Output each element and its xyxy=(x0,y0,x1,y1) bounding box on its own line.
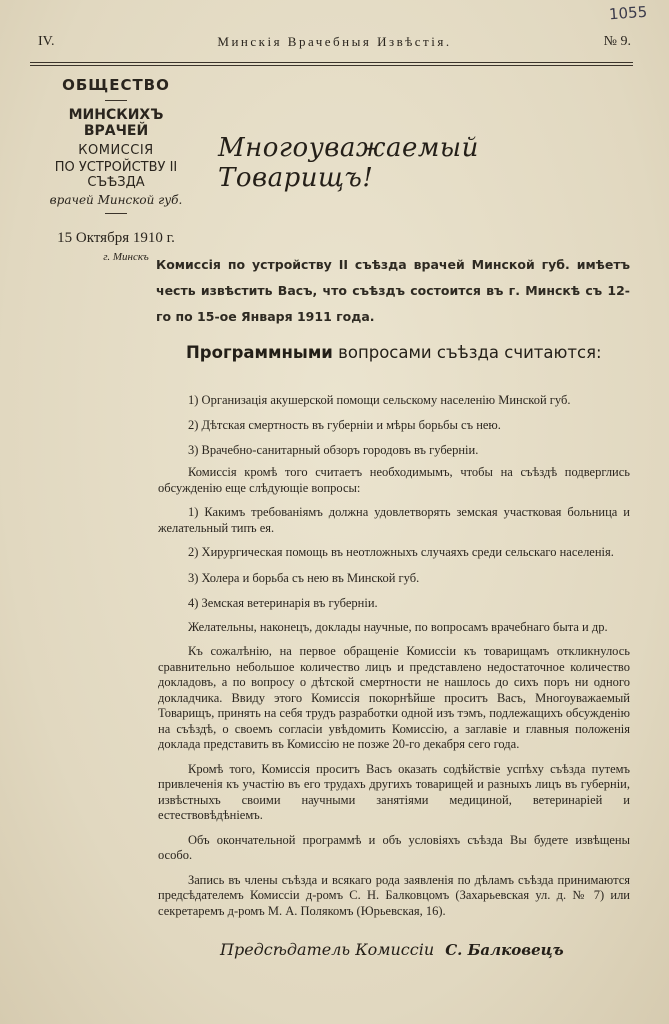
letterhead-date: 15 Октября 1910 г. xyxy=(57,230,175,246)
letter-body xyxy=(158,392,630,919)
letterhead-place: г. Минскъ xyxy=(103,251,149,263)
body-paragraph: Къ сожалѣнію, на первое обращеніе Комиссіи къ товарищамъ откликнулось сравнительно небольшое количество лицъ и представлено недостаточное количество докладовъ, а по вопросу о дѣтской смертности не нашлось до сихъ поръ ни одного докладчика. Ввиду этого Комиссія покорнѣйше проситъ Васъ, Многоуважаемый Товарищъ, принять на себя трудъ разработки одной изъ тэмъ, подлежащихъ обсужденію на съѣздѣ, о своемъ согласіи увѣдомить Комиссію, а заглавіе и главныя положенія доклада представить въ Комиссію не позже 20-го декабря сего года. xyxy=(158,644,630,751)
letterhead-divider-2 xyxy=(105,213,127,214)
additional-item: 3) Холера и борьба съ нею въ Минской губ. xyxy=(188,570,420,585)
header-rule-top xyxy=(30,62,633,63)
letterhead-commission: КОМИССІЯ xyxy=(78,143,154,158)
letterhead-divider xyxy=(105,100,127,101)
greeting-salutation: Многоуважаемый Товарищъ! xyxy=(218,133,479,193)
body-paragraph: Кромѣ того, Комиссія проситъ Васъ оказать содѣйствіе успѣху съѣзда путемъ привлеченія къ участію въ его трудахъ другихъ товарищей и разныхъ лицъ въ губерніи, извѣстныхъ своими научными занятіями медициной, ветеринаріей и естествовѣдѣніемъ. xyxy=(158,761,630,822)
additional-item: 4) Земская ветеринарія въ губерніи. xyxy=(188,595,378,610)
journal-title: Минскія Врачебныя Извѣстія. xyxy=(217,34,452,49)
additional-intro: Комиссія кромѣ того считаетъ необходимымъ, чтобы на съѣздѣ подверглись обсужденію еще слѣдующіе вопросы: xyxy=(158,465,630,495)
program-item: 1) Организація акушерской помощи сельскому населенію Минской губ. xyxy=(188,393,571,407)
letterhead-society: ОБЩЕСТВО xyxy=(62,76,170,94)
program-heading-bold: Программными xyxy=(186,343,333,362)
signature-title: Предсѣдатель Комиссіи xyxy=(220,940,435,959)
letterhead-congress: ПО УСТРОЙСТВУ II СЪѢЗДА xyxy=(54,160,178,190)
letterhead-block xyxy=(36,76,196,263)
intro-paragraph: Комиссія по устройству II съѣзда врачей Минской губ. имѣетъ честь извѣстить Васъ, что съѣздъ состоится въ г. Минскѣ съ 12-го по 15-ое Января 1911 года. xyxy=(156,257,630,324)
letterhead-province: врачей Минской губ. xyxy=(49,193,183,207)
additional-item: 2) Хирургическая помощь въ неотложныхъ случаяхъ среди сельскаго населенія. xyxy=(188,545,614,559)
issue-number: № 9. xyxy=(603,34,631,49)
program-heading-rest: вопросами съѣзда считаются: xyxy=(332,343,602,362)
program-heading xyxy=(186,343,626,362)
signature-line xyxy=(220,940,640,959)
header-rule-bottom xyxy=(30,65,633,66)
letterhead-doctors: МИНСКИХЪ ВРАЧЕЙ xyxy=(68,107,164,139)
volume-label: IV. xyxy=(38,34,55,49)
body-paragraph: Запись въ члены съѣзда и всякаго рода заявленія по дѣламъ съѣзда принимаются предсѣдателемъ Комиссіи д-ромъ С. Н. Балковцомъ (Захарьевская ул. д. № 7) или секретаремъ д-ромъ М. А. Полякомъ (Юрьевская, 16). xyxy=(158,872,630,918)
handwritten-page-number: 1055 xyxy=(608,2,648,24)
body-paragraph: Объ окончательной программѣ и объ условіяхъ съѣзда Вы будете извѣщены особо. xyxy=(158,832,630,862)
additional-item: 1) Какимъ требованіямъ должна удовлетворять земская участковая больница и желательный типъ ея. xyxy=(158,505,630,535)
running-header xyxy=(38,34,631,56)
program-item: 3) Врачебно-санитарный обзоръ городовъ въ губерніи. xyxy=(188,443,479,457)
program-item: 2) Дѣтская смертность въ губерніи и мѣры борьбы съ нею. xyxy=(188,418,501,432)
body-paragraph: Желательны, наконецъ, доклады научные, по вопросамъ врачебнаго быта и др. xyxy=(188,619,608,634)
signature-name: С. Балковецъ xyxy=(445,941,564,959)
